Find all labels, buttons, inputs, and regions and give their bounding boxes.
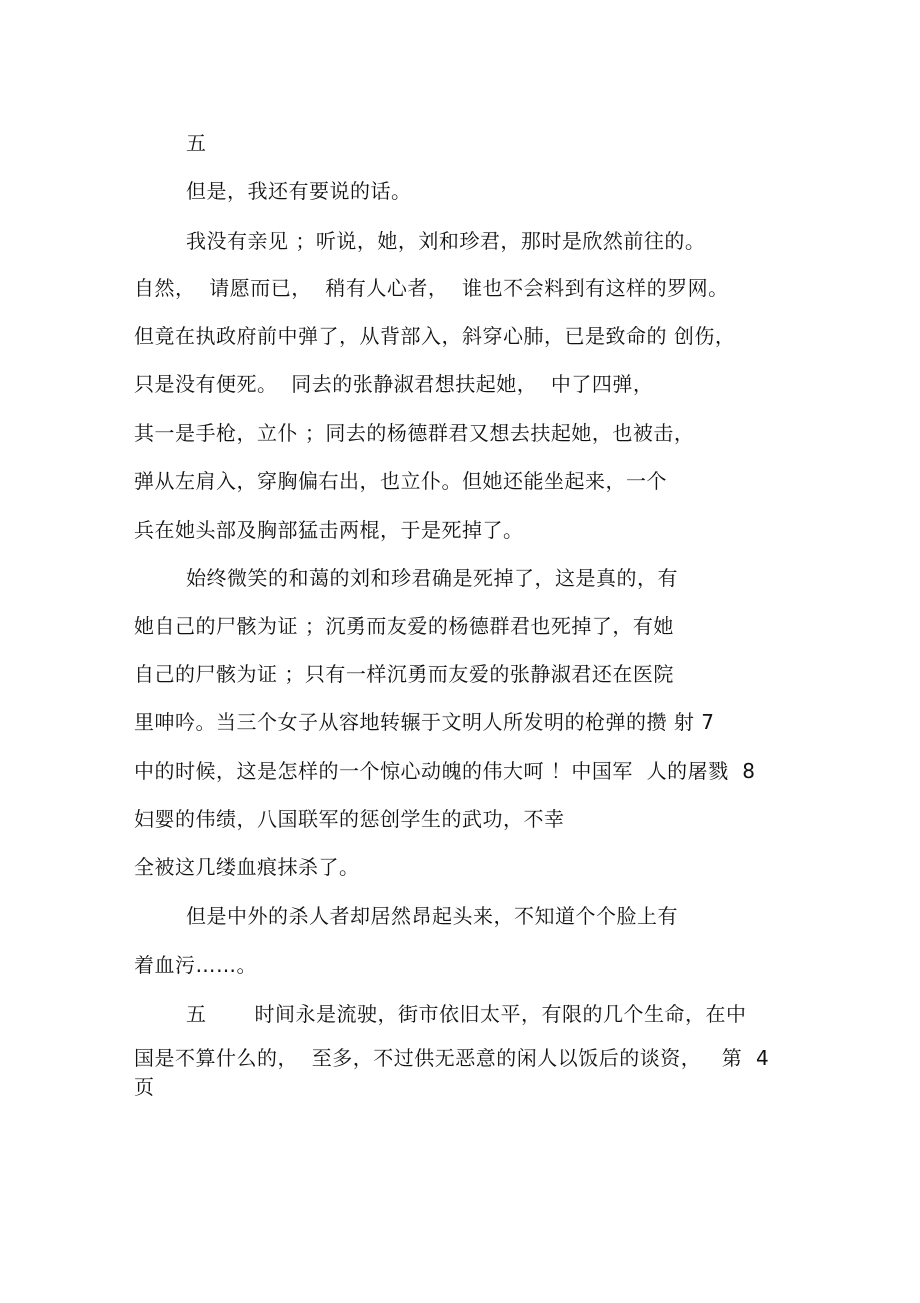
paragraph-line: 兵在她头部及胸部猛击两棍，于是死掉了。 xyxy=(134,518,524,542)
paragraph-line: 但是中外的杀人者却居然昂起头来，不知道个个脸上有 xyxy=(186,904,678,928)
page-footer: 页 xyxy=(134,1075,155,1099)
paragraph-line: 始终微笑的和蔼的刘和珍君确是死掉了，这是真的，有 xyxy=(186,566,678,590)
paragraph-line: 五 时间永是流驶，街市依旧太平，有限的几个生命，在中 xyxy=(186,1002,747,1026)
paragraph-line: 着血污……。 xyxy=(134,953,257,977)
paragraph-line: 弹从左肩入，穿胸偏右出，也立仆。但她还能坐起来，一个 xyxy=(134,469,667,493)
paragraph-line: 里呻吟。当三个女子从容地转辗于文明人所发明的枪弹的攒 射 7 xyxy=(134,710,715,734)
paragraph-line: 我没有亲见 ；听说，她，刘和珍君，那时是欣然前往的。 xyxy=(186,229,706,253)
paragraph-line: 全被这几缕血痕抹杀了。 xyxy=(134,855,360,879)
paragraph-line: 自己的尸骸为证 ；只有一样沉勇而友爱的张静淑君还在医院 xyxy=(134,662,674,686)
paragraph-line: 中的时候，这是怎样的一个惊心动魄的伟大呵 ！中国军 人的屠戮 8 xyxy=(134,759,756,783)
paragraph-line: 自然， 请愿而已， 稍有人心者， 谁也不会料到有这样的罗网。 xyxy=(134,276,729,300)
paragraph-line: 其一是手枪，立仆 ；同去的杨德群君又想去扶起她，也被击， xyxy=(134,421,695,445)
paragraph-line: 但竟在执政府前中弹了，从背部入，斜穿心肺，已是致命的 创伤， xyxy=(134,324,736,348)
section-number: 五 xyxy=(186,131,207,155)
paragraph-line: 但是，我还有要说的话。 xyxy=(186,179,412,203)
paragraph-line: 只是没有便死。 同去的张静淑君想扶起她， 中了四弹， xyxy=(134,372,654,396)
paragraph-line: 国是不算什么的， 至多，不过供无恶意的闲人以饭后的谈资， 第 4 xyxy=(134,1046,770,1070)
paragraph-line: 她自己的尸骸为证 ；沉勇而友爱的杨德群君也死掉了，有她 xyxy=(134,614,674,638)
paragraph-line: 妇婴的伟绩，八国联军的惩创学生的武功，不幸 xyxy=(134,807,565,831)
